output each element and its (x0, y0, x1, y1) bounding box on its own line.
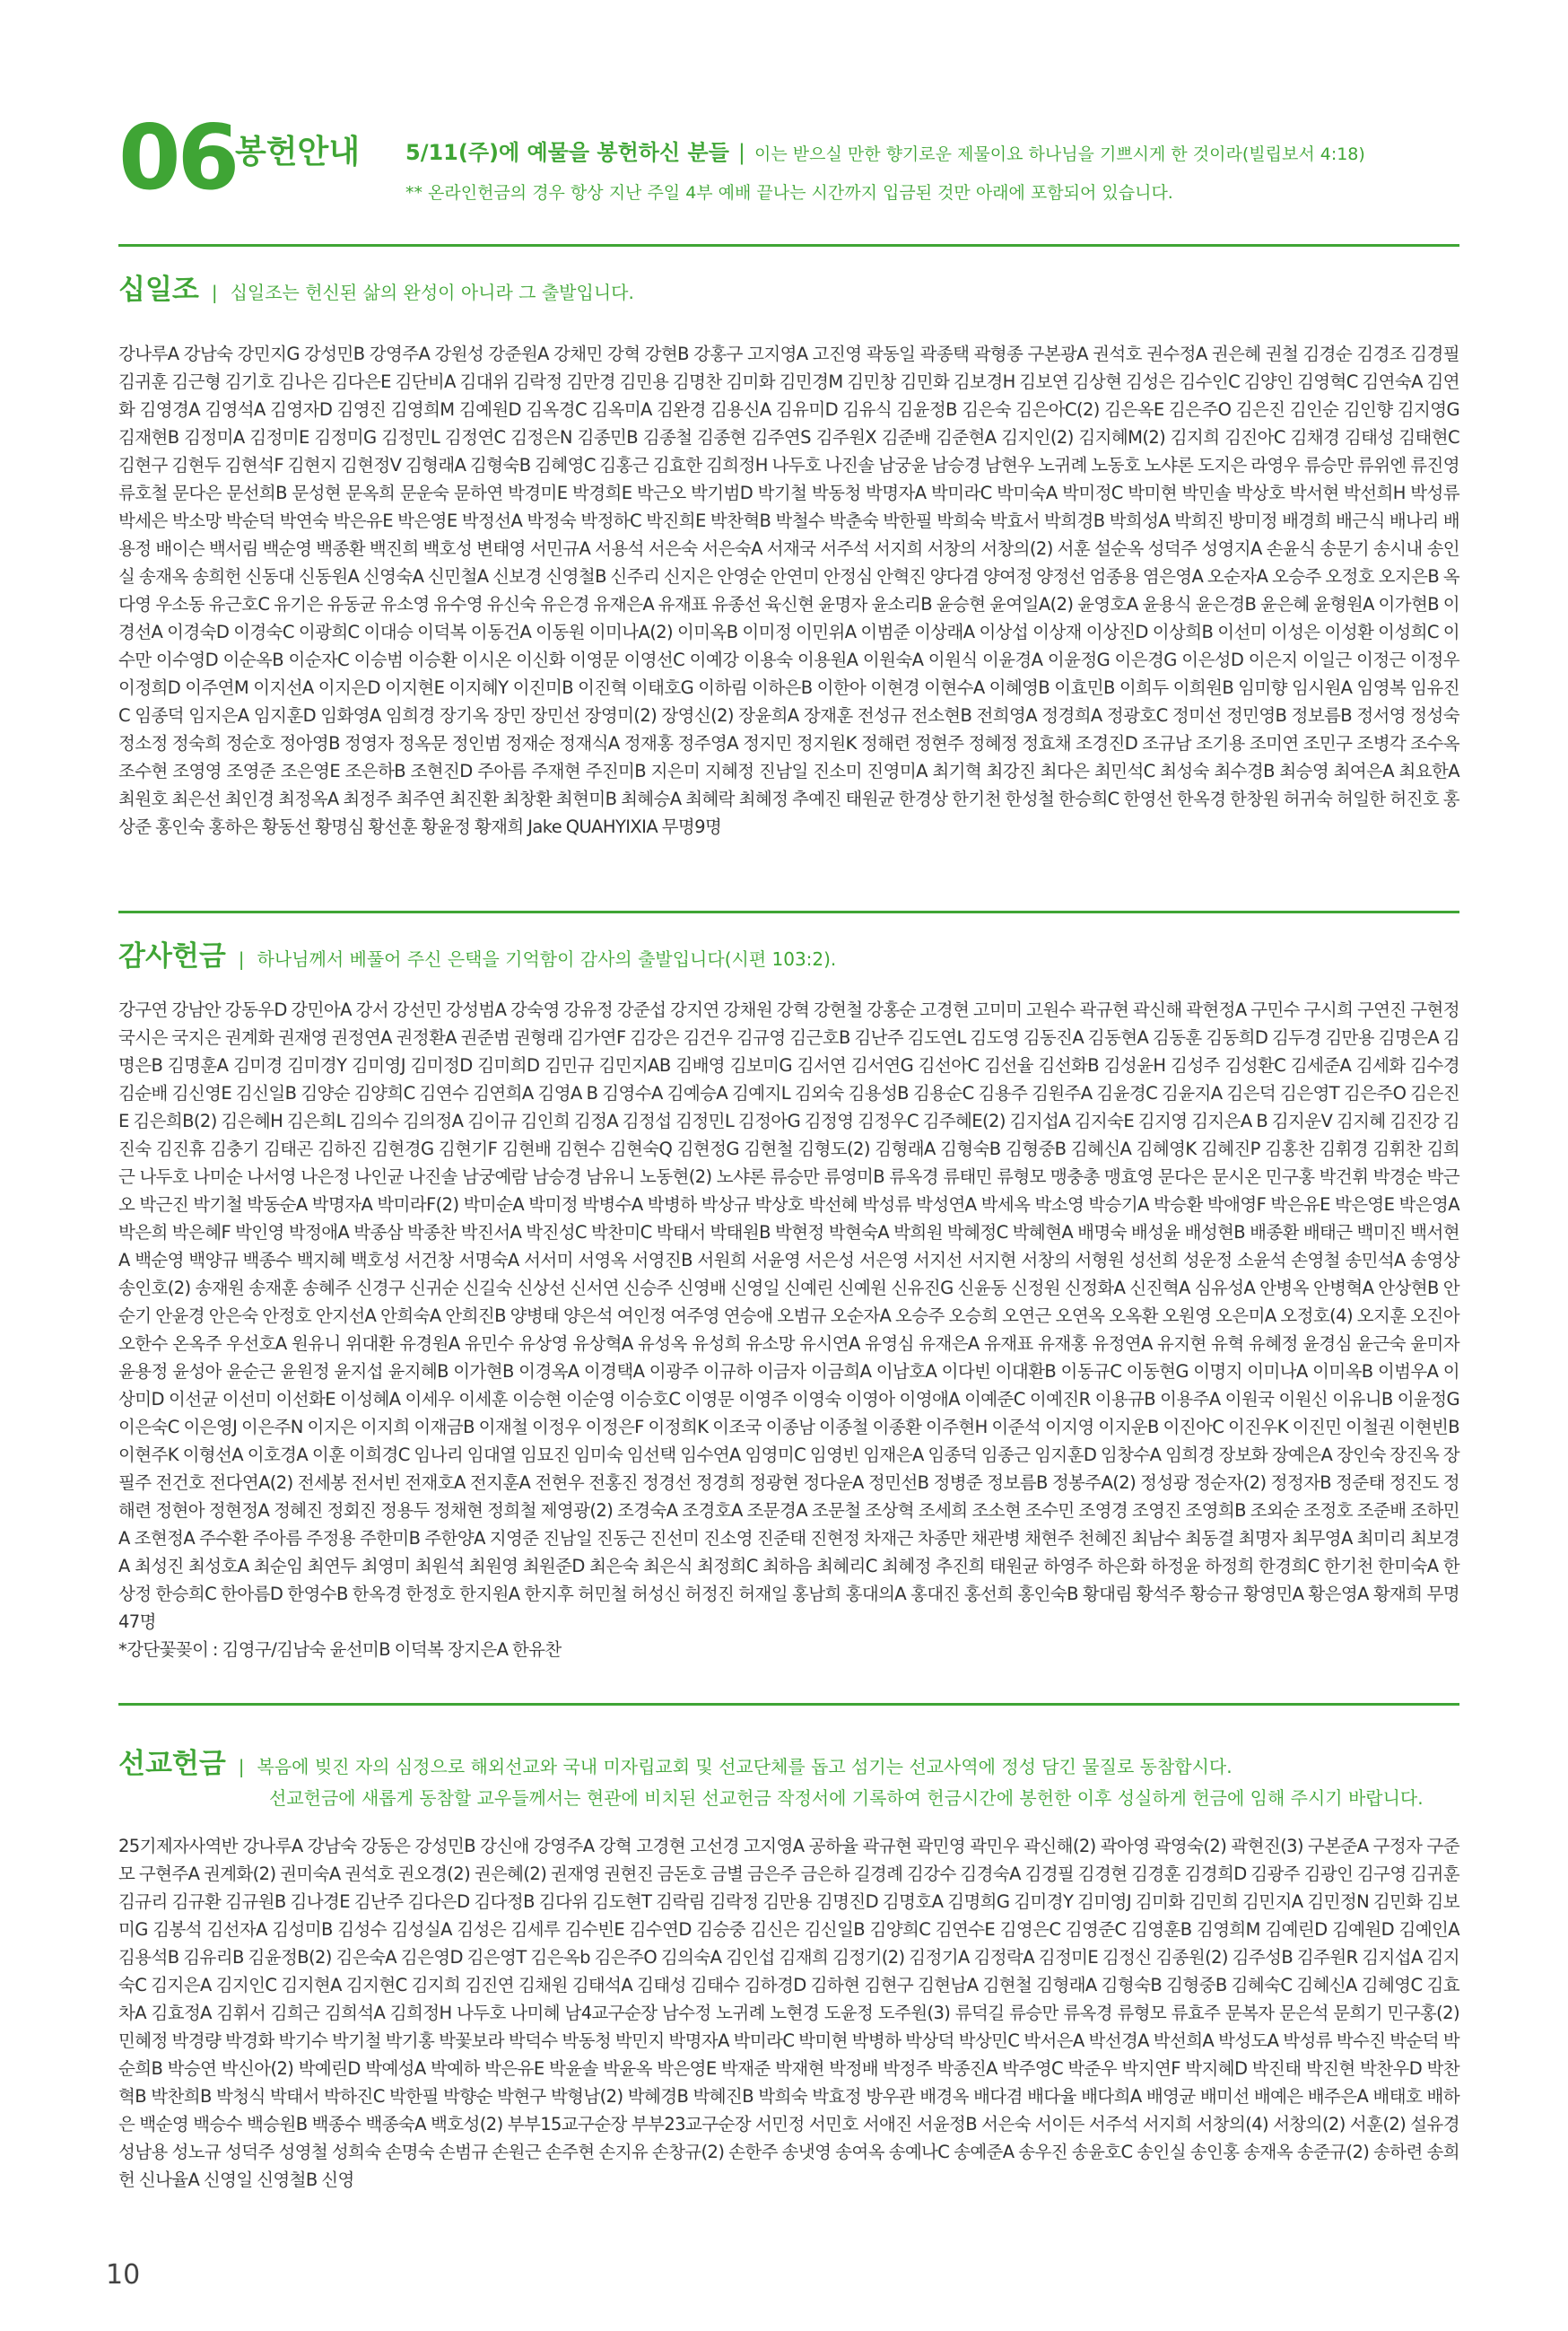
offering-date-heading: 5/11(주)에 예물을 봉헌하신 분들 (405, 140, 729, 165)
divider: | (737, 140, 745, 165)
page-header (118, 105, 1464, 223)
divider-line (118, 1703, 1459, 1706)
altar-flowers-note: *강단꽃꽂이 : 김영구/김남숙 윤선미B 이덕복 장지은A 한유찬 (118, 1639, 562, 1661)
mission-donor-list: 25기제자사역반 강나루A 강남숙 강동은 강성민B 강신애 강영주A 강혁 고경현 고선경 고지영A 공하율 곽규현 곽민영 곽민우 곽신해(2) 곽아영 곽영숙(2) 곽현진(3) 구본준A 구정자 구준모 구현주A 권계화(2) 권미숙A 권석호 권오경(2) 권은혜(2) 권재영 권현진 금돈호 금별 금은주 금은하 길경례 김강수 김경숙A 김경필 김경현 김경훈 김경희D 김광주 김광인 김구영 김귀훈 김규리 김규환 김규원B 김나경E 김난주 김다은D 김다정B 김다위 김도현T 김락림 김락정 김만용 김명진D 김명호A 김명희G 김미경Y 김미영J 김미화 김민희 김민지A 김민정N 김민화 김보미G 김봉석 김선자A 김성미B 김성수 김성실A 김성은 김세루 김수빈E 김수연D 김승중 김신은 김신일B 김양희C 김연수E 김영은C 김영준C 김영훈B 김영희M 김예린D 김예원D 김예인A 김용석B 김유리B 김윤정B(2) 김은숙A 김은영D 김은영T 김은옥b 김은주O 김의숙A 김인섭 김재희 김정기(2) 김정기A 김정락A 김정미E 김정신 김종원(2) 김주성B 김주원R 김지섭A 김지숙C 김지은A 김지인C 김지현A 김지현C 김지희 김진연 김채원 김태석A 김태성 김태수 김하경D 김하현 김현구 김현남A 김현철 김형래A 김형숙B 김형중B 김혜숙C 김혜신A 김혜영C 김효차A 김효정A 김휘서 김희근 김희석A 김희정H 나두호 나미혜 남4교구순장 남수정 노귀례 노현경 도윤정 도주원(3) 류덕길 류승만 류옥경 류형모 류효주 문복자 문은석 문희기 민구홍(2) 민혜정 박경량 박경화 박기수 박기철 박기홍 박꽃보라 박덕수 박동청 박민지 박명자A 박미라C 박미현 박병하 박상덕 박상민C 박서은A 박선경A 박선희A 박성도A 박성류 박수진 박순덕 박순희B 박승연 박신아(2) 박예린D 박예성A 박예하 박은유E 박윤솔 박윤옥 박은영E 박재준 박재현 박정배 박정주 박종진A 박주영C 박준우 박지연F 박지혜D 박진태 박진현 박찬우D 박찬혁B 박찬희B 박청식 박태서 박하진C 박한필 박향순 박현구 박형남(2) 박혜경B 박혜진B 박희숙 박효정 방우관 배경옥 배다겸 배다율 배다희A 배영균 배미선 배예은 배주은A 배태호 배하은 백순영 백승수 백승원B 백종수 백종숙A 백호성(2) 부부15교구순장 부부23교구순장 서민정 서민호 서애진 서윤정B 서은숙 서이든 서주석 서지희 서창의(4) 서창의(2) 서훈(2) 설유경 성남용 성노규 성덕주 성영철 성희숙 손명숙 손범규 손원근 손주현 손지유 손창규(2) 손한주 송냇영 송여옥 송예나C 송예준A 송우진 송윤호C 송인실 송인홍 송재옥 송준규(2) 송하련 송희헌 신나율A 신영일 신영철B 신영 (118, 1836, 1459, 2191)
section-title: 봉헌안내 (235, 134, 361, 170)
tithe-header (118, 271, 1459, 310)
divider: | (238, 948, 245, 970)
section-number: 06 (118, 105, 237, 210)
tithe-description: 십일조는 헌신된 삶의 완성이 아니라 그 출발입니다. (230, 282, 634, 303)
thanksgiving-section (118, 938, 1459, 1663)
offering-heading (405, 140, 1365, 166)
divider: | (211, 282, 218, 303)
divider-line (118, 244, 1459, 247)
divider-line (118, 911, 1459, 913)
tithe-donor-list: 강나루A 강남숙 강민지G 강성민B 강영주A 강원성 강준원A 강채민 강혁 강현B 강홍구 고지영A 고진영 곽동일 곽종택 곽형종 구본광A 권석호 권수정A 권은혜 권철 김경순 김경조 김경필 김귀훈 김근형 김기호 김나은 김다은E 김단비A 김대위 김락정 김만경 김민용 김명찬 김미화 김민경M 김민창 김민화 김보경H 김보연 김상현 김성은 김수인C 김양인 김영혁C 김연숙A 김연화 김영경A 김영석A 김영자D 김영진 김영희M 김예원D 김옥경C 김옥미A 김완경 김용신A 김유미D 김유식 김윤정B 김은숙 김은아C(2) 김은옥E 김은주O 김은진 김인순 김인향 김지영G 김재현B 김정미A 김정미E 김정미G 김정민L 김정연C 김정은N 김종민B 김종철 김종현 김주연S 김주원X 김준배 김준현A 김지인(2) 김지혜M(2) 김지희 김진아C 김채경 김태성 김태현C 김현구 김현두 김현석F 김현지 김현정V 김형래A 김형숙B 김혜영C 김홍근 김효한 김희정H 나두호 나진솔 남궁윤 남승경 남현우 노귀례 노동호 노샤론 도지은 라영우 류승만 류위엔 류진영 류호철 문다은 문선희B 문성현 문옥희 문운숙 문하연 박경미E 박경희E 박근오 박기범D 박기철 박동청 박명자A 박미라C 박미숙A 박미정C 박미현 박민솔 박상호 박서현 박선희H 박성류 박세은 박소망 박순덕 박연숙 박은유E 박은영E 박정선A 박정숙 박정하C 박진희E 박찬혁B 박철수 박춘숙 박한필 박희숙 박효서 박희경B 박희성A 박희진 방미정 배경희 배근식 배나리 배용정 배이슨 백서림 백순영 백종환 백진희 백호성 변태영 서민규A 서용석 서은숙 서은숙A 서재국 서주석 서지희 서창의 서창의(2) 서훈 설순옥 성덕주 성영지A 손윤식 송문기 송시내 송인실 송재옥 송희헌 신동대 신동원A 신영숙A 신민철A 신보경 신영철B 신주리 신지은 안영순 안연미 안정심 안혁진 양다겸 양여정 양정선 엄종용 염은영A 오순자A 오승주 오정호 오지은B 옥다영 우소동 유근호C 유기은 유동균 유소영 유수영 유신숙 유은경 유재은A 유재표 유종선 육신현 윤명자 윤소리B 윤승현 윤여일A(2) 윤영호A 윤용식 윤은경B 윤은혜 윤형원A 이가현B 이경선A 이경숙D 이경숙C 이광희C 이대승 이덕복 이동건A 이동원 이미나A(2) 이미옥B 이미정 이민위A 이범준 이상래A 이상섭 이상재 이상진D 이상희B 이선미 이성은 이성환 이성희C 이수만 이수영D 이순옥B 이순자C 이승범 이승환 이시온 이신화 이영문 이영선C 이예강 이용숙 이용원A 이원숙A 이원식 이윤경A 이윤정G 이은경G 이은성D 이은지 이일근 이정근 이정우 이정희D 이주연M 이지선A 이지은D 이지현E 이지혜Y 이진미B 이진혁 이태호G 이하림 이하은B 이한아 이현경 이현수A 이혜영B 이효민B 이희두 이희원B 임미향 임시원A 임영복 임유진C 임종덕 임지은A 임지훈D 임화영A 임희경 장기옥 장민 장민선 장영미(2) 장영신(2) 장윤희A 장재훈 전성규 전소현B 전희영A 정경희A 정광호C 정미선 정민영B 정보름B 정서영 정성숙 정소정 정숙희 정순호 정아영B 정영자 정옥문 정인범 정재순 정재식A 정재홍 정주영A 정지민 정지원K 정해련 정현주 정혜정 정효채 조경진D 조규남 조기용 조미연 조민구 조병각 조수옥 조수현 조영영 조영준 조은영E 조은하B 조현진D 주아름 주재현 주진미B 지은미 지혜정 진남일 진소미 진영미A 최기혁 최강진 최다은 최민석C 최성숙 최수경B 최승영 최여은A 최요한A 최원호 최은선 최인경 최정옥A 최정주 최주연 최진환 최창환 최현미B 최혜승A 최혜락 최혜정 추예진 태원균 한경상 한기천 한성철 한승희C 한영선 한옥경 한창원 허귀숙 허일한 허진호 홍상준 홍인숙 홍하은 황동선 황명심 황선훈 황윤정 황재희 Jake QUAHYIXIA 무명9명 (118, 344, 1459, 838)
mission-description: 복음에 빚진 자의 심정으로 해외선교와 국내 미자립교회 및 선교단체를 돕고 섬기는 선교사역에 정성 담긴 물질로 동참합시다. (257, 1756, 1233, 1777)
scripture-quote: 이는 받으실 만한 향기로운 제물이요 하나님을 기쁘시게 한 것이라(빌립보서 4:18) (754, 144, 1365, 164)
thanksgiving-donor-list: 강구연 강남안 강동우D 강민아A 강서 강선민 강성범A 강숙영 강유정 강준섭 강지연 강채원 강혁 강현철 강홍순 고경현 고미미 고원수 곽규현 곽신해 곽현정A 구민수 구시희 구연진 구현정 국시은 국지은 권계화 권재영 권정연A 권정환A 권준범 권형래 김가연F 김강은 김건우 김규영 김근호B 김난주 김도연L 김도영 김동진A 김동현A 김동훈 김동희D 김두경 김만용 김명은A 김명은B 김명훈A 김미경 김미경Y 김미영J 김미정D 김미희D 김민규 김민지AB 김배영 김보미G 김서연 김서연G 김선아C 김선율 김선화B 김성윤H 김성주 김성환C 김세준A 김세화 김수경 김순배 김신영E 김신일B 김양순 김양희C 김연수 김연희A 김영A B 김영수A 김예승A 김예지L 김외숙 김용성B 김용순C 김용주 김원주A 김윤경C 김윤지A 김은덕 김은영T 김은주O 김은진E 김은희B(2) 김은혜H 김은희L 김의수 김의정A 김이규 김인희 김정A 김정섭 김정민L 김정아G 김정영 김정우C 김주혜E(2) 김지섭A 김지숙E 김지영 김지은A B 김지운V 김지혜 김진강 김진숙 김진휴 김충기 김태곤 김하진 김현경G 김현기F 김현배 김현수 김현숙Q 김현정G 김현철 김형도(2) 김형래A 김형숙B 김형중B 김혜신A 김혜영K 김혜진P 김홍찬 김휘경 김휘찬 김희근 나두호 나미순 나서영 나은정 나인균 나진솔 남궁예람 남승경 남유니 노동현(2) 노샤론 류승만 류영미B 류옥경 류태민 류형모 맹충총 맹효영 문다은 문시온 민구홍 박건휘 박경순 박근오 박근진 박기철 박동순A 박명자A 박미라F(2) 박미순A 박미정 박병수A 박병하 박상규 박상호 박선혜 박성류 박성연A 박세옥 박소영 박승기A 박승환 박애영F 박은유E 박은영E 박은영A 박은희 박은혜F 박인영 박정애A 박종삼 박종찬 박진서A 박진성C 박찬미C 박태서 박태원B 박현정 박현숙A 박희원 박혜정C 박혜현A 배명숙 배성윤 배성현B 배종환 배태근 백미진 백서현A 백순영 백양규 백종수 백지혜 백호성 서건창 서명숙A 서서미 서영옥 서영진B 서원희 서윤영 서은성 서은영 서지선 서지현 서창의 서형원 성선희 성운정 소윤석 손영철 송민석A 송영상 송인호(2) 송재원 송재훈 송혜주 신경구 신귀순 신길숙 신상선 신서연 신승주 신영배 신영일 신예린 신예원 신유진G 신윤동 신정원 신정화A 신진혁A 심유성A 안병옥 안병혁A 안상현B 안순기 안윤경 안은숙 안정호 안지선A 안희숙A 안희진B 양병태 양은석 여인정 여주영 연승애 오범규 오순자A 오승주 오승희 오연근 오연옥 오옥환 오원영 오은미A 오정호(4) 오지훈 오진아 오한수 온옥주 우선호A 원유니 위대환 유경원A 유민수 유상영 유상혁A 유성옥 유성희 유소망 유시연A 유영심 유재은A 유재표 유재홍 유정연A 유지현 유혁 유혜정 윤경심 윤근숙 윤미자 윤용정 윤성아 윤순근 윤원정 윤지섭 윤지혜B 이가현B 이경옥A 이경택A 이광주 이규하 이금자 이금희A 이남호A 이다빈 이대환B 이동규C 이동현G 이명지 이미나A 이미옥B 이범우A 이상미D 이선균 이선미 이선화E 이성혜A 이세우 이세훈 이승현 이순영 이승호C 이영문 이영주 이영숙 이영아 이영애A 이예준C 이예진R 이용규B 이용주A 이원국 이원신 이유니B 이윤정G 이은숙C 이은영J 이은주N 이지은 이지희 이재금B 이재철 이정우 이정은F 이정희K 이조국 이종남 이종철 이종환 이주현H 이준석 이지영 이지운B 이진아C 이진우K 이진민 이철권 이현빈B 이현주K 이형선A 이호경A 이훈 이희경C 임나리 임대열 임묘진 임미숙 임선택 임수연A 임영미C 임영빈 임재은A 임종덕 임종근 임지훈D 임창수A 임희경 장보화 장예은A 장인숙 장진옥 장필주 전건호 전다연A(2) 전세봉 전서빈 전재호A 전지훈A 전현우 전홍진 정경선 정경희 정광현 정다운A 정민선B 정병준 정보름B 정봉주A(2) 정성광 정순자(2) 정정자B 정준태 정진도 정해련 정현아 정현정A 정혜진 정회진 정용두 정채현 정희철 제영광(2) 조경숙A 조경호A 조문경A 조문철 조상혁 조세희 조소현 조수민 조영경 조영진 조영희B 조외순 조정호 조준배 조하민A 조현정A 주수환 주아름 주정용 주한미B 주한양A 지영준 진남일 진동근 진선미 진소영 진준태 진현정 차재근 차종만 채관병 채현주 천혜진 최남수 최동결 최명자 최무영A 최미리 최보경A 최성진 최성호A 최순임 최연두 최영미 최원석 최원영 최원준D 최은숙 최은식 최정희C 최하음 최혜리C 최혜정 추진희 태원균 하영주 하은화 하정윤 하정희 한경희C 한기천 한미숙A 한상정 한승희C 한아름D 한영수B 한옥경 한정호 한지원A 한지후 허민철 허성신 허정진 허재일 홍남희 홍대의A 홍대진 홍선희 홍인숙B 황대림 황석주 황승규 황영민A 황은영A 황재희 무명47명 (118, 1000, 1459, 1633)
mission-section (118, 1745, 1459, 2194)
online-offering-note: ** 온라인헌금의 경우 항상 지난 주일 4부 예배 끝나는 시간까지 입금된 것만 아래에 포함되어 있습니다. (405, 183, 1173, 203)
divider: | (238, 1756, 245, 1777)
mission-header (118, 1745, 1459, 1784)
tithe-title: 십일조 (118, 274, 199, 306)
mission-description-2: 선교헌금에 새롭게 동참할 교우들께서는 현관에 비치된 선교헌금 작정서에 기록하여 헌금시간에 봉헌한 이후 성실하게 헌금에 임해 주시기 바랍니다. (269, 1787, 1424, 1810)
thanksgiving-description: 하나님께서 베풀어 주신 은택을 기억함이 감사의 출발입니다(시편 103:2). (257, 948, 837, 970)
mission-title: 선교헌금 (118, 1748, 226, 1780)
page-number: 10 (106, 2259, 141, 2291)
thanksgiving-title: 감사헌금 (118, 940, 226, 973)
tithe-section (118, 271, 1459, 841)
thanksgiving-header (118, 938, 1459, 976)
